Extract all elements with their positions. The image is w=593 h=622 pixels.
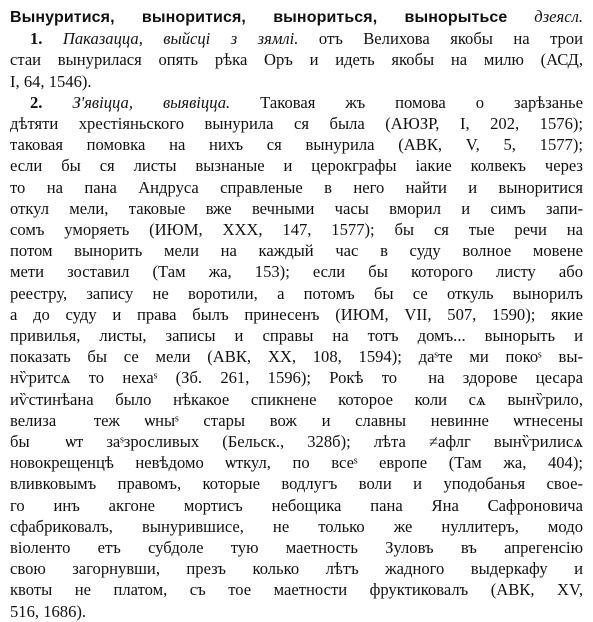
sense-2-text: Таковая жъ помова о зарѣзанье: [260, 92, 583, 112]
sense-2-line: то на пана Андруса справленые в него найти и выноритися: [10, 177, 583, 197]
sense-2-line: нѷритсѧ то нехаˢ (Зб. 261, 1596); Рокѣ тоⷢ на здорове цесара: [10, 368, 583, 388]
entry-head-line: [10, 6, 583, 28]
sense-2-line: 516, 1686).: [10, 601, 87, 621]
sense-2-line: таковая помовка на нихъ ся вынурила (АВК, V, 5, 1577);: [10, 135, 583, 155]
sense-2-line: свою загорнувши, презъ колько лѣтъ жадного выдеркафу и: [10, 559, 583, 579]
sense-2-line: вливковымъ правомъ, которые водлугъ воли и уподобанья свое-: [10, 474, 583, 494]
sense-1-line: I, 64, 1546).: [10, 71, 92, 91]
sense-2-line: а до суду и права былъ принесенъ (ИЮМ, VII, 507, 1590); якие: [10, 304, 583, 324]
sense-2-line: откул мели, таковые вже вечными часы вморил и симъ запи-: [10, 198, 583, 218]
sense-2-number: 2.: [30, 92, 43, 112]
sense-2-line: віоленто етъ субдоле тую маетность Зуловъ въ апрегенсію: [10, 538, 583, 558]
sense-2-gloss: З'явіцца, выявіцца.: [72, 92, 231, 112]
sense-1-first-line: [10, 28, 583, 49]
sense-1-text: отъ Велихова якобы на трои: [318, 29, 583, 49]
sense-2-line: мети зоставил (Там жа, 153); если бы которого листу або: [10, 262, 583, 282]
sense-1-line: стаи вынурилася опять рѣка Оръ и идеть якобы на милю (АСД,: [10, 50, 583, 70]
sense-2-first-line: [10, 92, 583, 113]
sense-1-gloss: Паказацца, выйсці з зямлі.: [62, 29, 299, 49]
headword: Вынуритися, выноритися, вынориться, вынорытьсе: [10, 9, 508, 26]
sense-2-line: реестру, запису не воротили, а потомъ бы се откуль вынорилъ: [10, 283, 583, 303]
sense-2-line: потом вынорить мели на каждый час в суду волное мовене: [10, 241, 583, 261]
sense-2-line: квоты не платом, съ тое маетности фруктиковалъ (АВК, XV,: [10, 580, 583, 600]
sense-2-line: велизаⷬ теж ѡныˢ стары вож и славны невинне ѡтнесены: [10, 410, 583, 430]
sense-2-line: быⷧ ѡт заˢзросливых (Бельск., 328б); лѣта ≠афлг вынѷрилисѧ: [10, 432, 583, 452]
sense-1-number: 1.: [30, 29, 43, 49]
sense-2-line: показать бы се мели (АВК, XX, 108, 1594); даˢте ми покоˢ вы-: [10, 347, 583, 367]
sense-2-line: новокрещенцѣ невѣдомо ѡткул, по всеˢ европе (Там жа, 404);: [10, 453, 583, 473]
sense-2-line: привилья, листы, записы и справы на тотъ домъ... вынорыть и: [10, 326, 583, 346]
sense-2-line: дѣтяти хрестіяньского вынурила ся была (АЮЗР, I, 202, 1576);: [10, 114, 583, 134]
sense-2-line: го инъ акгоне мортисъ небощика пана Яна Сафроновича: [10, 495, 583, 515]
sense-2-line: сфабриковалъ, вынурившисе, не только же нуллитеръ, модо: [10, 516, 583, 536]
sense-2-line: если бы ся листы вызнаные и церокграфы іакие колвекъ через: [10, 156, 583, 176]
sense-2-line: сомъ уморяеть (ИЮМ, XXX, 147, 1577); бы ся тые речи на: [10, 220, 583, 240]
part-of-speech: дзеясл.: [534, 7, 583, 26]
dictionary-entry: [10, 6, 583, 622]
sense-2-line: иѷстинѣана было нѣкакое спикнене которое коли сѧ вынѷрило,: [10, 389, 583, 409]
